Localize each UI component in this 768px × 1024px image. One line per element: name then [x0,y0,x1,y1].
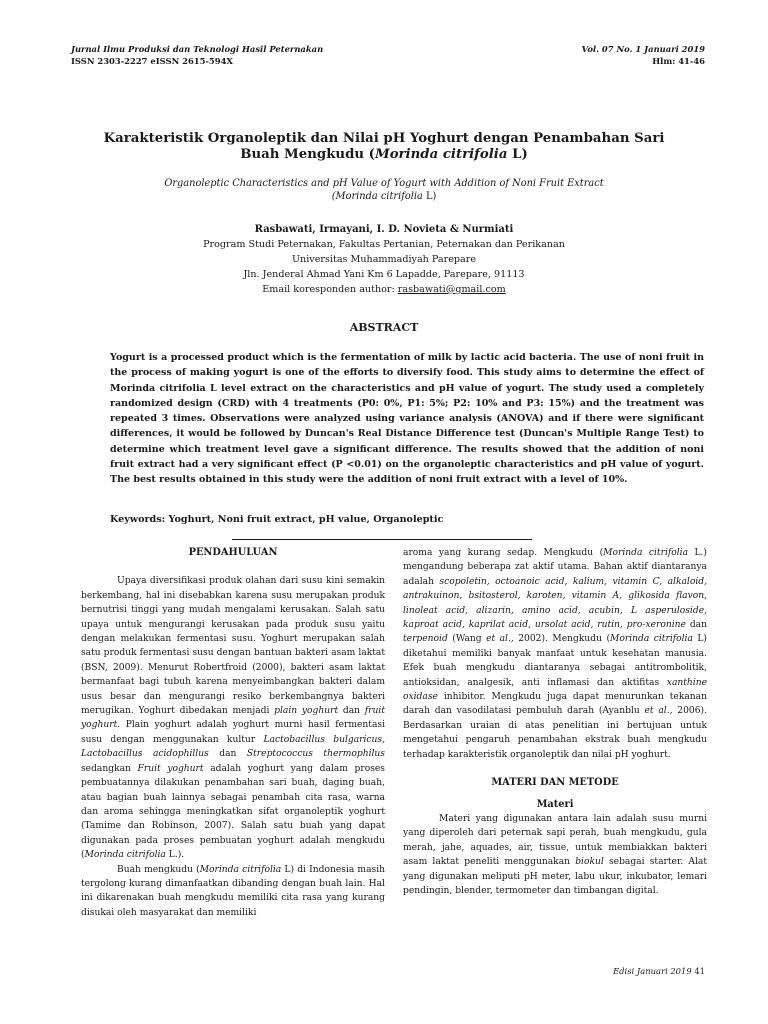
right-column [403,546,707,898]
page-footer [613,966,705,976]
paragraph-materi: Materi yang digunakan antara lain adalah susu murni yang diperoleh dari peternak sapi perah, buah mengkudu, gula merah, jahe, aquades, air, tissue, untuk membiakkan bakteri asam laktat peneliti menggunakan biokul sebagai starter. Alat yang digunakan meliputi pH meter, labu ukur, inkubator, lemari pendingin, blender, termometer dan timbangan digital. [403,813,708,896]
affiliation-2: Universitas Muhammadiyah Parepare [291,254,477,265]
affiliation-1: Program Studi Peternakan, Fakultas Pertanian, Peternakan dan Perikanan [203,239,565,250]
page-number: 41 [694,966,705,976]
volume-header [582,44,705,67]
section-divider [232,539,532,540]
subtitle-species: (Morinda citrifolia [331,191,423,202]
address: Jln. Jenderal Ahmad Yani Km 6 Lapadde, Parepare, 91113 [243,269,525,280]
left-column [81,546,385,920]
abstract-heading: ABSTRACT [349,321,419,334]
section-heading-materi-metode: MATERI DAN METODE [491,777,619,789]
keywords: Keywords: Yoghurt, Noni fruit extract, pH value, Organoleptic [110,514,444,525]
email-line [100,282,668,297]
subtitle-end: L) [422,191,437,202]
journal-name: Jurnal Ilmu Produksi dan Teknologi Hasil Peternakan [71,44,324,54]
subtitle-line1: Organoleptic Characteristics and pH Value of Yogurt with Addition of Noni Fruit Extract [164,178,604,189]
paper-subtitle [150,177,618,203]
title-species: Morinda citrifolia [374,147,508,162]
paragraph-intro-1: Upaya diversifikasi produk olahan dari susu kini semakin berkembang, hal ini disebabkan karena susu merupakan produk bernutrisi tinggi yang mudah mengalami kerusakan. Salah satu upaya untuk mengurangi kerusakan pada produk susu yaitu dengan melakukan fermentasi susu. Yoghurt merupakan salah satu produk fermentasi susu dengan bantuan bakteri asam laktat (BSN, 2009). Menurut Robertfroid (2000), bakteri asam laktat bermanfaat bagi tubuh karena menyeimbangkan bakteri dalam usus besar dan mengurangi resiko berkembangnya bakteri merugikan. Yoghurt dibedakan menjadi plain yoghurt dan fruit yoghurt. Plain yoghurt adalah yoghurt murni hasil fermentasi susu dengan menggunakan kultur Lactobacillus bulgaricus, Lactobacillus acidophillus dan Streptococcus thermophilus sedangkan Fruit yoghurt adalah yoghurt yang dalam proses pembuatannya dilakukan penambahan sari buah, daging buah, atau bagian buah lainnya sebagai penambah cita rasa, warna dan aroma sehingga meningkatkan sifat organoleptik yoghurt (Tamime dan Robinson, 2007). Salah satu buah yang dapat digunakan pada proses pembuatan yoghurt adalah mengkudu (Morinda citrifolia L.). [81,576,385,861]
email-link[interactable]: rasbawati@gmail.com [397,284,506,295]
paper-title [95,131,673,163]
title-main: Karakteristik Organoleptik dan Nilai pH Yoghurt dengan Penambahan Sari Buah Mengkudu ( [103,131,665,162]
email-label: Email koresponden author: [262,284,398,295]
title-end: L) [507,147,528,162]
journal-issn: ISSN 2303-2227 eISSN 2615-594X [71,55,233,66]
author-names: Rasbawati, Irmayani, I. D. Novieta & Nurmiati [254,224,514,235]
page-range: Hlm: 41-46 [652,55,705,66]
subtitle-line2 [150,190,618,203]
paragraph-intro-2: Buah mengkudu (Morinda citrifolia L) di Indonesia masih tergolong kurang dimanfaatkan dibanding dengan buah lain. Hal ini dikarenakan buah mengkudu memiliki cita rasa yang kurang disukai oleh masyarakat dan memiliki [81,864,386,918]
paragraph-intro-3: aroma yang kurang sedap. Mengkudu (Morinda citrifolia L.) mengandung beberapa zat aktif utama. Bahan aktif diantaranya adalah scopoletin, octoanoic acid, kalium, vitamin C, alkaloid, antrakuinon, bsitosterol, karoten, vitamin A, glikosida flavon, linoleat acid, alizarin, amino acid, acubin, L asperuloside, kaproat acid, kaprilat acid, ursolat acid, rutin, pro-xeronine dan terpenoid (Wang et al., 2002). Mengkudu (Morinda citrifolia L) diketahui memiliki banyak manfaat untuk kesehatan manusia. Efek buah mengkudu diantaranya sebagai antitrombolitik, antioksidan, analgesik, anti inflamasi dan aktifitas xanthine oxidase inhibitor. Mengkudu juga dapat menurunkan tekanan darah dan vasodilatasi pembuluh darah (Ayanblu et al., 2006). Berdasarkan uraian di atas penelitian ini bertujuan untuk mengetahui pengaruh penambahan ekstrak buah mengkudu terhadap karakteristik organoleptik dan nilai pH yoghurt. [403,548,708,760]
volume-info: Vol. 07 No. 1 Januari 2019 [581,44,705,54]
abstract-body: Yogurt is a processed product which is the fermentation of milk by lactic acid bacteria. The use of noni fruit in the process of making yogurt is one of the efforts to diversify food. This study aims to determine the effect of Morinda citrifolia L level extract on the characteristics and pH value of yogurt. The study used a completely randomized design (CRD) with 4 treatments (P0: 0%, P1: 5%; P2: 10% and P3: 15%) and the treatment was repeated 3 times. Observations were analyzed using variance analysis (ANOVA) and if there were significant differences, it would be followed by Duncan's Real Distance Difference test (Duncan's Multiple Range Test) to determine which treatment level gave a significant difference. The results showed that the addition of noni fruit extract had a very significant effect (P <0.01) on the organoleptic characteristics and pH value of yogurt. The best results obtained in this study were the addition of noni fruit extract with a level of 10%. [110,352,704,486]
subsection-heading-materi: Materi [536,798,574,810]
section-heading-pendahuluan: PENDAHULUAN [188,547,278,558]
footer-edition: Edisi Januari 2019 [613,966,692,976]
journal-header [71,44,323,67]
author-block [100,222,668,297]
